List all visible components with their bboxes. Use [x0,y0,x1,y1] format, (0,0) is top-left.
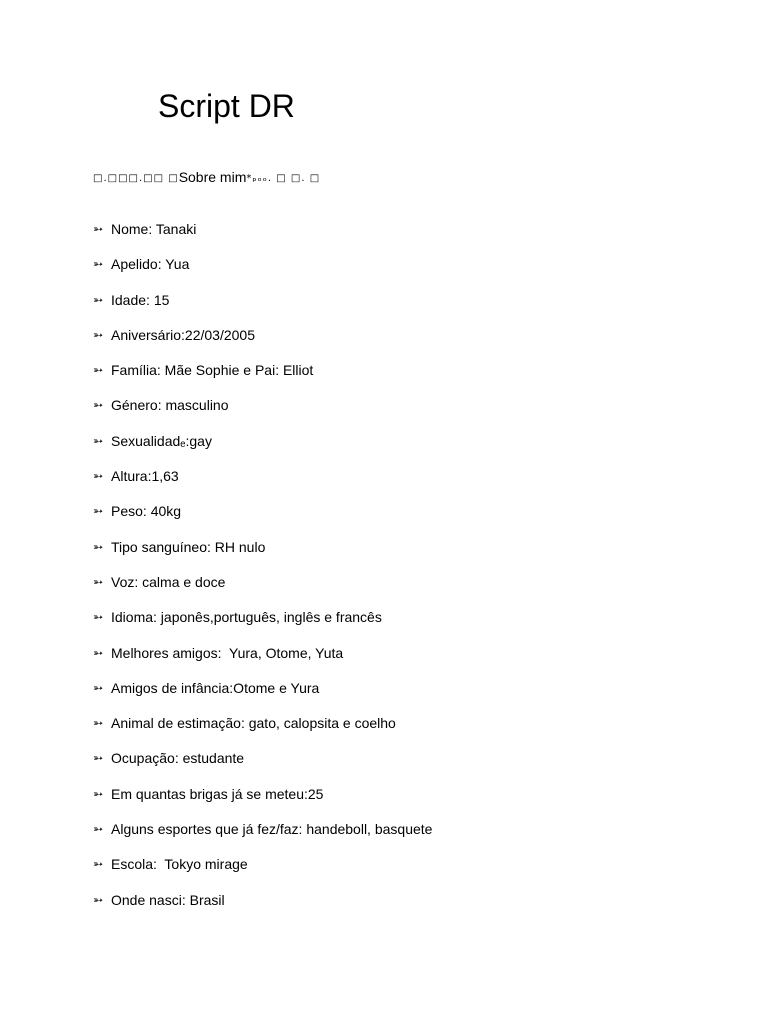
list-item-text: Idade: 15 [111,291,170,308]
arrow-bullet-icon: ➳ [93,645,104,660]
arrow-bullet-icon: ➳ [93,751,104,766]
list-item [93,572,432,607]
arrow-bullet-icon: ➳ [93,786,104,801]
arrow-bullet-icon: ➳ [93,680,104,695]
arrow-bullet-icon: ➳ [93,716,104,731]
arrow-bullet-icon: ➳ [93,822,104,837]
list-item-text: Escola: Tokyo mirage [111,856,248,873]
list-item-text: Em quantas brigas já se meteu:25 [111,785,324,802]
list-item [93,395,432,430]
section-heading-label: Sobre mim [178,169,247,185]
list-item [93,501,432,536]
list-item [93,678,432,713]
list-item-text: Aniversário:22/03/2005 [111,326,255,343]
list-item-text: Ocupação: estudante [111,750,245,767]
arrow-bullet-icon: ➳ [93,222,104,236]
list-item [93,431,432,466]
arrow-bullet-icon: ➳ [93,433,104,448]
profile-list [93,219,432,925]
arrow-bullet-icon: ➳ [93,469,104,484]
list-item-text: Tipo sanguíneo: RH nulo [111,538,266,555]
list-item-text: Peso: 40kg [111,503,182,520]
decorative-symbols-left: □.□□□.□□ □ [93,173,179,184]
list-item-text: Apelido: Yua [111,256,190,273]
list-item [93,360,432,395]
arrow-bullet-icon: ➳ [93,292,104,307]
list-item [93,537,432,572]
list-item [93,325,432,360]
list-item [93,219,432,254]
list-item-text: Onde nasci: Brasil [111,891,225,908]
decorative-symbols-right: *ₚₒₒ. □ □. □ [246,173,321,184]
arrow-bullet-icon: ➳ [93,257,104,272]
list-item-text: Animal de estimação: gato, calopsita e coelho [111,715,396,732]
arrow-bullet-icon: ➳ [93,574,104,589]
list-item-text: Amigos de infância:Otome e Yura [111,679,320,696]
list-item-text: Idioma: japonês,português, inglês e francês [111,609,382,626]
arrow-bullet-icon: ➳ [93,892,104,907]
list-item-text: Alguns esportes que já fez/faz: handeboll, basquete [111,821,433,838]
list-item-text: Família: Mãe Sophie e Pai: Elliot [111,362,314,379]
section-heading [93,167,320,189]
list-item [93,748,432,783]
list-item [93,854,432,889]
list-item [93,890,432,925]
list-item [93,254,432,289]
arrow-bullet-icon: ➳ [93,610,104,625]
list-item [93,713,432,748]
list-item-text: Sexualidadₑ:gay [111,432,212,449]
list-item [93,784,432,819]
arrow-bullet-icon: ➳ [93,327,104,342]
arrow-bullet-icon: ➳ [93,539,104,554]
list-item-text: Género: masculino [111,397,229,414]
list-item [93,466,432,501]
document-title: Script DR [158,88,295,124]
list-item-text: Altura:1,63 [111,468,179,485]
arrow-bullet-icon: ➳ [93,363,104,378]
list-item-text: Melhores amigos: Yura, Otome, Yuta [111,644,344,661]
list-item-text: Voz: calma e doce [111,573,226,590]
arrow-bullet-icon: ➳ [93,398,104,413]
arrow-bullet-icon: ➳ [93,857,104,872]
list-item [93,819,432,854]
arrow-bullet-icon: ➳ [93,504,104,519]
list-item [93,607,432,642]
list-item [93,290,432,325]
list-item-text: Nome: Tanaki [111,221,197,237]
list-item [93,643,432,678]
